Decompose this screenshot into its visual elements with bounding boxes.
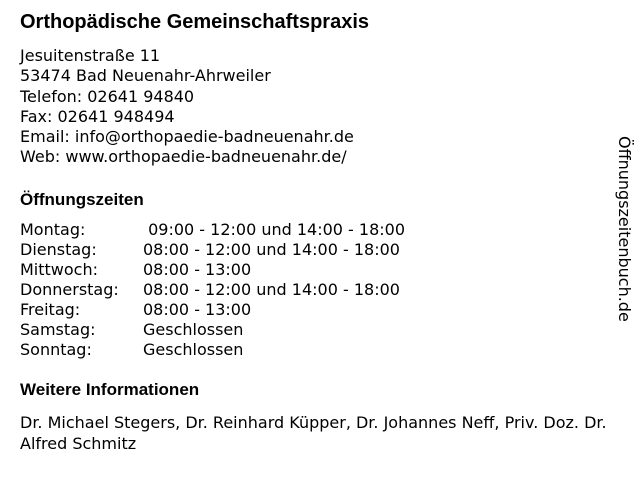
further-info-text: Dr. Michael Stegers, Dr. Reinhard Küpper, Dr. Johannes Neff, Priv. Doz. Dr. Alfred Schmitz (20, 413, 607, 454)
watermark-label: Öffnungszeitenbuch.de (615, 136, 634, 322)
hours-row-thursday (20, 280, 616, 300)
hours-day: Samstag: (20, 320, 96, 340)
hours-row-tuesday (20, 240, 616, 260)
address-block (20, 46, 616, 168)
email-address: Email: info@orthopaedie-badneuenahr.de (20, 127, 354, 147)
hours-day: Donnerstag: (20, 280, 119, 300)
hours-time: Geschlossen (143, 320, 244, 340)
website-address: Web: www.orthopaedie-badneuenahr.de/ (20, 147, 347, 167)
hours-time: 08:00 - 13:00 (143, 259, 252, 279)
hours-row-sunday (20, 340, 616, 360)
hours-time: 08:00 - 12:00 und 14:00 - 18:00 (143, 239, 400, 259)
phone-number: Telefon: 02641 94840 (20, 86, 195, 106)
city-address: 53474 Bad Neuenahr-Ahrweiler (20, 66, 271, 86)
further-info-heading: Weitere Informationen (20, 380, 200, 400)
practice-name: Orthopädische Gemeinschaftspraxis (20, 11, 370, 33)
hours-time: 08:00 - 12:00 und 14:00 - 18:00 (143, 280, 400, 300)
opening-hours-list (20, 220, 616, 361)
street-address: Jesuitenstraße 11 (20, 46, 161, 65)
hours-day: Mittwoch: (20, 259, 98, 279)
opening-hours-heading: Öffnungszeiten (20, 189, 144, 209)
hours-time: 09:00 - 12:00 und 14:00 - 18:00 (143, 219, 406, 239)
hours-time: Geschlossen (143, 340, 244, 360)
hours-day: Freitag: (20, 300, 81, 320)
hours-day: Sonntag: (20, 340, 92, 360)
hours-time: 08:00 - 13:00 (143, 300, 252, 320)
hours-day: Montag: (20, 219, 86, 239)
hours-row-wednesday (20, 260, 616, 280)
practice-card (20, 8, 616, 454)
hours-row-friday (20, 300, 616, 320)
hours-row-saturday (20, 320, 616, 340)
fax-number: Fax: 02641 948494 (20, 106, 175, 126)
hours-row-monday (20, 220, 616, 240)
hours-day: Dienstag: (20, 239, 97, 259)
